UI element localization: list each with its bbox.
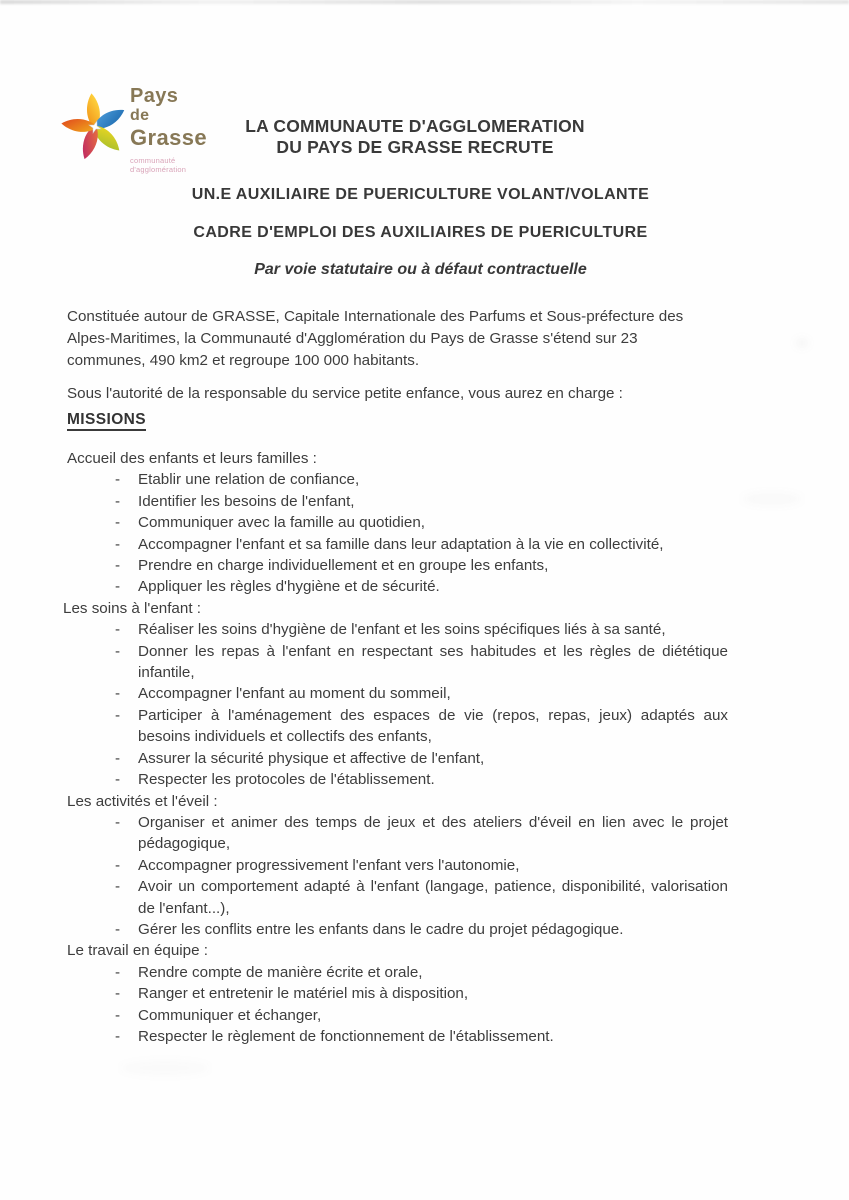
mission-group-label-soins: Les soins à l'enfant : [63, 599, 201, 617]
mission-item: - Organiser et animer des temps de jeux et des ateliers d'éveil en lien avec le projet pédagogique, [67, 812, 728, 855]
intro-line: Alpes-Maritimes, la Communauté d'Agglomération du Pays de Grasse s'étend sur 23 [67, 329, 638, 347]
mission-item: - Accompagner l'enfant et sa famille dans leur adaptation à la vie en collectivité, [67, 534, 728, 555]
mission-item: - Rendre compte de manière écrite et orale, [67, 962, 728, 983]
scan-artifact [120, 1060, 210, 1076]
mission-item: - Réaliser les soins d'hygiène de l'enfant et les soins spécifiques liés à sa santé, [67, 619, 728, 640]
mission-item: - Gérer les conflits entre les enfants dans le cadre du projet pédagogique. [67, 919, 728, 940]
logo-subtext-line2: d'agglomération [130, 165, 187, 174]
mission-group-label-travail-equipe: Le travail en équipe : [67, 942, 209, 960]
mission-item: - Avoir un comportement adapté à l'enfant (langage, patience, disponibilité, valorisation de l'enfant...), [67, 876, 728, 919]
mission-item: - Participer à l'aménagement des espaces de vie (repos, repas, jeux) adaptés aux besoins individuels et collectifs des enfants, [67, 705, 728, 748]
mission-item: - Accompagner l'enfant au moment du sommeil, [67, 683, 728, 704]
mission-item: - Donner les repas à l'enfant en respectant ses habitudes et les règles de diététique infantile, [67, 641, 728, 684]
mission-item: - Respecter le règlement de fonctionnement de l'établissement. [67, 1026, 728, 1047]
contract-subtitle: Par voie statutaire ou à défaut contractuelle [254, 261, 587, 278]
intro-line: Constituée autour de GRASSE, Capitale Internationale des Parfums et Sous-préfecture des [67, 308, 684, 325]
logo-text-de: de [130, 107, 150, 124]
mission-item: - Appliquer les règles d'hygiène et de sécurité. [67, 576, 728, 597]
mission-group-activites [67, 812, 774, 940]
mission-group-label-activites: Les activités et l'éveil : [67, 792, 218, 810]
intro-line: communes, 490 km2 et regroupe 100 000 habitants. [67, 351, 420, 369]
authority-paragraph: Sous l'autorité de la responsable du service petite enfance, vous aurez en charge : [67, 385, 623, 402]
mission-group-travail-equipe [67, 962, 774, 1048]
mission-group-accueil [67, 469, 774, 597]
mission-group-soins [67, 619, 774, 790]
mission-item: - Communiquer et échanger, [67, 1005, 728, 1026]
mission-item: - Ranger et entretenir le matériel mis à disposition, [67, 983, 728, 1004]
logo-text-grasse: Grasse [130, 125, 208, 150]
mission-item: - Respecter les protocoles de l'établissement. [67, 769, 728, 790]
intro-paragraph [67, 306, 774, 371]
mission-item: - Identifier les besoins de l'enfant, [67, 491, 728, 512]
scan-edge-artifact [0, 0, 849, 4]
mission-item: - Etablir une relation de confiance, [67, 469, 728, 490]
logo-text-pays: Pays [130, 85, 179, 107]
mission-item: - Communiquer avec la famille au quotidien, [67, 512, 728, 533]
mission-item: - Prendre en charge individuellement et en groupe les enfants, [67, 555, 728, 576]
header-title-line1: LA COMMUNAUTE D'AGGLOMERATION [245, 116, 585, 136]
header-title-line2: DU PAYS DE GRASSE RECRUTE [276, 137, 554, 157]
cadre-emploi-title: CADRE D'EMPLOI DES AUXILIAIRES DE PUERICULTURE [193, 224, 648, 241]
document-header-title [0, 116, 830, 158]
missions-list [63, 448, 774, 1047]
mission-group-label-accueil: Accueil des enfants et leurs familles : [67, 450, 317, 467]
logo-subtext-line1: communauté [130, 156, 176, 165]
scan-artifact [795, 338, 809, 348]
missions-heading-text: MISSIONS [67, 411, 146, 431]
mission-item: - Assurer la sécurité physique et affective de l'enfant, [67, 748, 728, 769]
missions-heading [67, 411, 774, 429]
position-title: UN.E AUXILIAIRE DE PUERICULTURE VOLANT/VOLANTE [191, 186, 650, 203]
logo-subtext [130, 156, 207, 174]
mission-item: - Accompagner progressivement l'enfant vers l'autonomie, [67, 855, 728, 876]
